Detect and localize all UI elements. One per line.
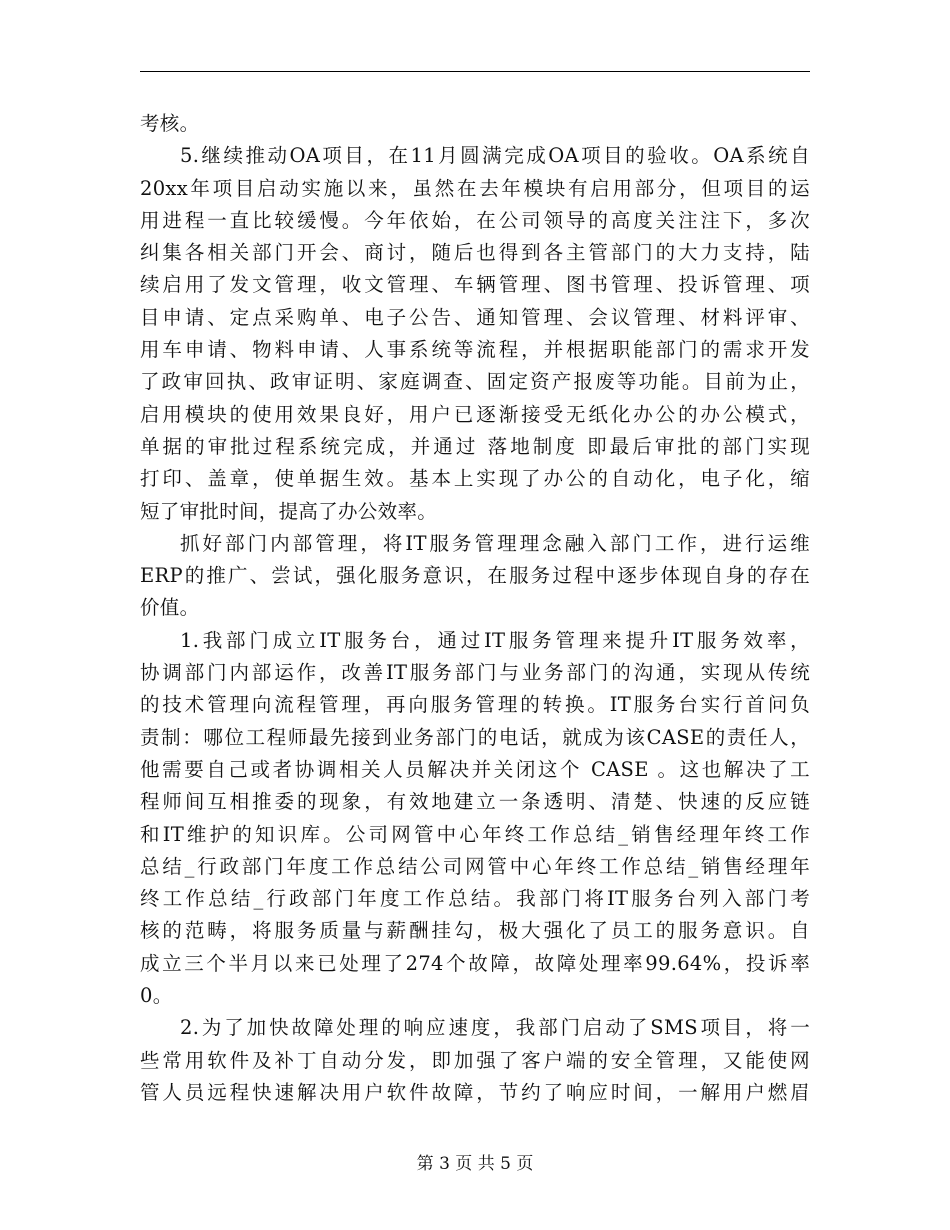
text-line: 用进程一直比较缓慢。今年依始，在公司领导的高度关注注下，多次 [140, 208, 810, 232]
text-line: 终工作总结_行政部门年度工作总结。我部门将IT服务台列入部门考 [140, 887, 810, 911]
text-line: 的技术管理向流程管理，再向服务管理的转换。IT服务台实行首问负 [140, 693, 810, 717]
page-number: 第 3 页 共 5 页 [416, 1154, 534, 1174]
text-line: 考核。 [140, 112, 200, 135]
text-line: 纠集各相关部门开会、商讨，随后也得到各主管部门的大力支持，陆 [140, 241, 810, 265]
text-line: 用车申请、物料申请、人事系统等流程，并根据职能部门的需求开发 [140, 338, 810, 362]
text-line: 短了审批时间，提高了办公效率。 [140, 499, 438, 523]
text-line: 他需要自己或者协调相关人员解决并关闭这个 CASE 。这也解决了工 [140, 757, 810, 781]
header-rule [140, 71, 810, 72]
text-line: 成立三个半月以来已处理了274个故障，故障处理率99.64%，投诉率 [140, 951, 810, 975]
text-line: 协调部门内部运作，改善IT服务部门与业务部门的沟通，实现从传统 [140, 661, 810, 685]
text-line: 20xx年项目启动实施以来，虽然在去年模块有启用部分，但项目的运 [140, 176, 810, 200]
text-line: 核的范畴，将服务质量与薪酬挂勾，极大强化了员工的服务意识。自 [140, 919, 810, 943]
text-line: 和IT维护的知识库。公司网管中心年终工作总结_销售经理年终工作 [140, 822, 810, 846]
text-line: 了政审回执、政审证明、家庭调查、固定资产报废等功能。目前为止， [140, 370, 810, 394]
text-line: 续启用了发文管理，收文管理、车辆管理、图书管理、投诉管理、项 [140, 273, 810, 297]
text-line: 0。 [140, 984, 173, 1008]
text-line: 些常用软件及补丁自动分发，即加强了客户端的安全管理，又能使网 [140, 1048, 810, 1072]
text-line: ERP的推广、尝试，强化服务意识，在服务过程中逐步体现自身的存在 [140, 564, 810, 588]
document-body [140, 108, 810, 1109]
text-line: 1.我部门成立IT服务台，通过IT服务管理来提升IT服务效率， [180, 628, 810, 652]
text-line: 程师间互相推委的现象，有效地建立一条透明、清楚、快速的反应链 [140, 790, 810, 814]
text-line: 启用模块的使用效果良好，用户已逐渐接受无纸化办公的办公模式， [140, 402, 810, 426]
text-line: 5.继续推动OA项目，在11月圆满完成OA项目的验收。OA系统自 [180, 144, 810, 168]
text-line: 目申请、定点采购单、电子公告、通知管理、会议管理、材料评审、 [140, 305, 810, 329]
text-line: 抓好部门内部管理，将IT服务管理理念融入部门工作，进行运维 [180, 531, 810, 555]
text-line: 2.为了加快故障处理的响应速度，我部门启动了SMS项目，将一 [180, 1016, 810, 1040]
text-line: 管人员远程快速解决用户软件故障，节约了响应时间，一解用户燃眉 [140, 1080, 810, 1104]
text-line: 责制：哪位工程师最先接到业务部门的电话，就成为该CASE的责任人， [140, 725, 810, 749]
text-line: 打印、盖章，使单据生效。基本上实现了办公的自动化，电子化，缩 [140, 467, 810, 491]
text-line: 总结_行政部门年度工作总结公司网管中心年终工作总结_销售经理年 [140, 854, 810, 878]
text-line: 单据的审批过程系统完成，并通过 落地制度 即最后审批的部门实现 [140, 434, 810, 458]
text-line: 价值。 [140, 596, 200, 620]
